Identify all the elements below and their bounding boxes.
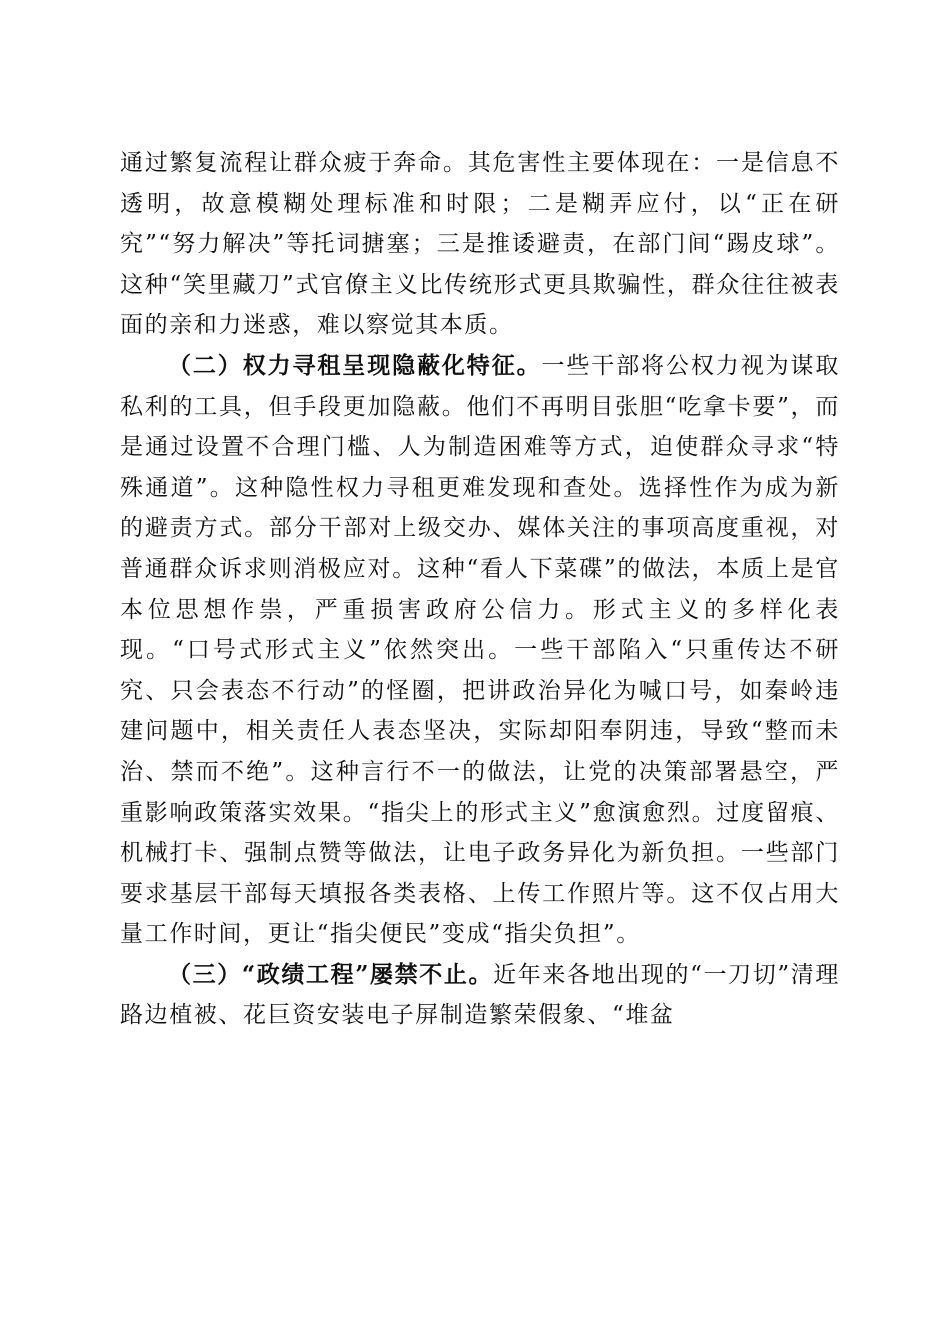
paragraph-3	[120, 955, 840, 1036]
paragraph-3-text: 近年来各地出现的“一刀切”清理路边植被、花巨资安装电子屏制造繁荣假象、“堆盆	[120, 961, 840, 1029]
paragraph-2	[120, 346, 840, 955]
paragraph-1-text: 通过繁复流程让群众疲于奔命。其危害性主要体现在：一是信息不透明，故意模糊处理标准和时限；二是糊弄应付，以“正在研究”“努力解决”等托词搪塞；三是推诿避责，在部门间“踢皮球”。这种“笑里藏刀”式官僚主义比传统形式更具欺骗性，群众往往被表面的亲和力迷惑，难以察觉其本质。	[120, 150, 840, 339]
paragraph-1	[120, 143, 840, 346]
document-body	[120, 143, 840, 1036]
section-heading-2: （二）权力寻租呈现隐蔽化特征。	[168, 351, 542, 379]
paragraph-2-text: 一些干部将公权力视为谋取私利的工具，但手段更加隐蔽。他们不再明目张胆“吃拿卡要”，而是通过设置不合理门槛、人为制造困难等方式，迫使群众寻求“特殊通道”。这种隐性权力寻租更难发现和查处。选择性作为成为新的避责方式。部分干部对上级交办、媒体关注的事项高度重视，对普通群众诉求则消极应对。这种“看人下菜碟”的做法，本质上是官本位思想作祟，严重损害政府公信力。形式主义的多样化表现。“口号式形式主义”依然突出。一些干部陷入“只重传达不研究、只会表态不行动”的怪圈，把讲政治异化为喊口号，如秦岭违建问题中，相关责任人表态坚决，实际却阳奉阴违，导致“整而未治、禁而不绝”。这种言行不一的做法，让党的决策部署悬空，严重影响政策落实效果。“指尖上的形式主义”愈演愈烈。过度留痕、机械打卡、强制点赞等做法，让电子政务异化为新负担。一些部门要求基层干部每天填报各类表格、上传工作照片等。这不仅占用大量工作时间，更让“指尖便民”变成“指尖负担”。	[120, 352, 840, 948]
section-heading-3: （三）“政绩工程”屡禁不止。	[168, 960, 494, 988]
